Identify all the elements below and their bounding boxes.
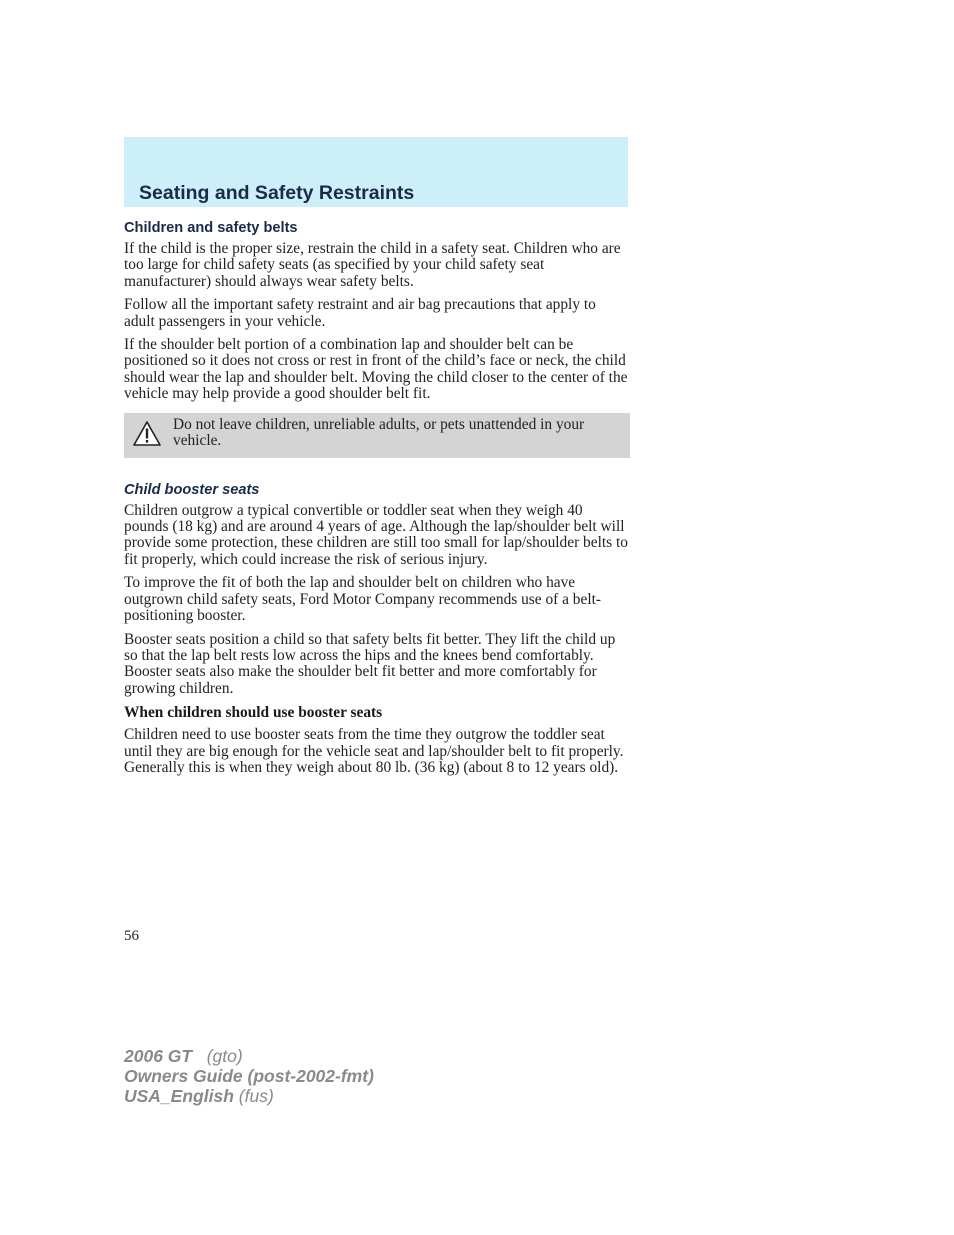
footer-line-model — [124, 1046, 374, 1066]
footer-line-language — [124, 1086, 374, 1106]
subheading-when-to-use-boosters: When children should use booster seats — [124, 704, 383, 722]
footer-language-code: (fus) — [238, 1086, 274, 1106]
paragraph: Booster seats position a child so that safety belts fit better. They lift the child up so that the lap belt rests low across the hips and the knees bend comfortably. Booster seats also make the shoulder belt fit better and more comfortably for growing children. — [124, 630, 616, 697]
footer-line-guide — [124, 1066, 374, 1086]
warning-triangle-icon — [132, 420, 162, 447]
footer-model: 2006 GT — [124, 1046, 193, 1066]
document-footer — [124, 1046, 374, 1106]
paragraph: Follow all the important safety restraint and air bag precautions that apply to adult passengers in your vehicle. — [124, 296, 596, 330]
heading-child-booster-seats: Child booster seats — [124, 481, 260, 498]
paragraph: Children need to use booster seats from the time they outgrow the toddler seat until they are big enough for the vehicle seat and lap/shoulder belt to fit properly. Generally this is when they weigh about 80 lb. (36 kg) (about 8 to 12 years old). — [124, 726, 624, 776]
paragraph: If the shoulder belt portion of a combination lap and shoulder belt can be positioned so it does not cross or rest in front of the child’s face or neck, the child should wear the lap and shoulder belt. Moving the child closer to the center of the vehicle may help provide a good shoulder belt fit. — [124, 336, 628, 403]
footer-language: USA_English — [124, 1086, 234, 1106]
paragraph: To improve the fit of both the lap and shoulder belt on children who have outgrown child safety seats, Ford Motor Company recommends use of a belt-positioning booster. — [124, 574, 602, 625]
warning-text: Do not leave children, unreliable adults, or pets unattended in your vehicle. — [173, 415, 585, 450]
paragraph: If the child is the proper size, restrain the child in a safety seat. Children who are too large for child safety seats (as specified by your child safety seat manufacturer) should always wear safety belts. — [124, 240, 621, 290]
page-content — [124, 220, 630, 783]
paragraph: Children outgrow a typical convertible or toddler seat when they weigh 40 pounds (18 kg) and are around 4 years of age. Although the lap/shoulder belt will provide some protection, these children are still too small for lap/shoulder belts to fit properly, which could increase the risk of serious injury. — [124, 501, 628, 568]
section-header-band — [124, 137, 628, 207]
section-title: Seating and Safety Restraints — [139, 182, 415, 204]
footer-guide: Owners Guide (post-2002-fmt) — [124, 1066, 374, 1086]
footer-model-code: (gto) — [206, 1046, 243, 1066]
page-number: 56 — [124, 928, 139, 944]
warning-box — [124, 413, 630, 458]
heading-children-safety-belts: Children and safety belts — [124, 220, 298, 236]
